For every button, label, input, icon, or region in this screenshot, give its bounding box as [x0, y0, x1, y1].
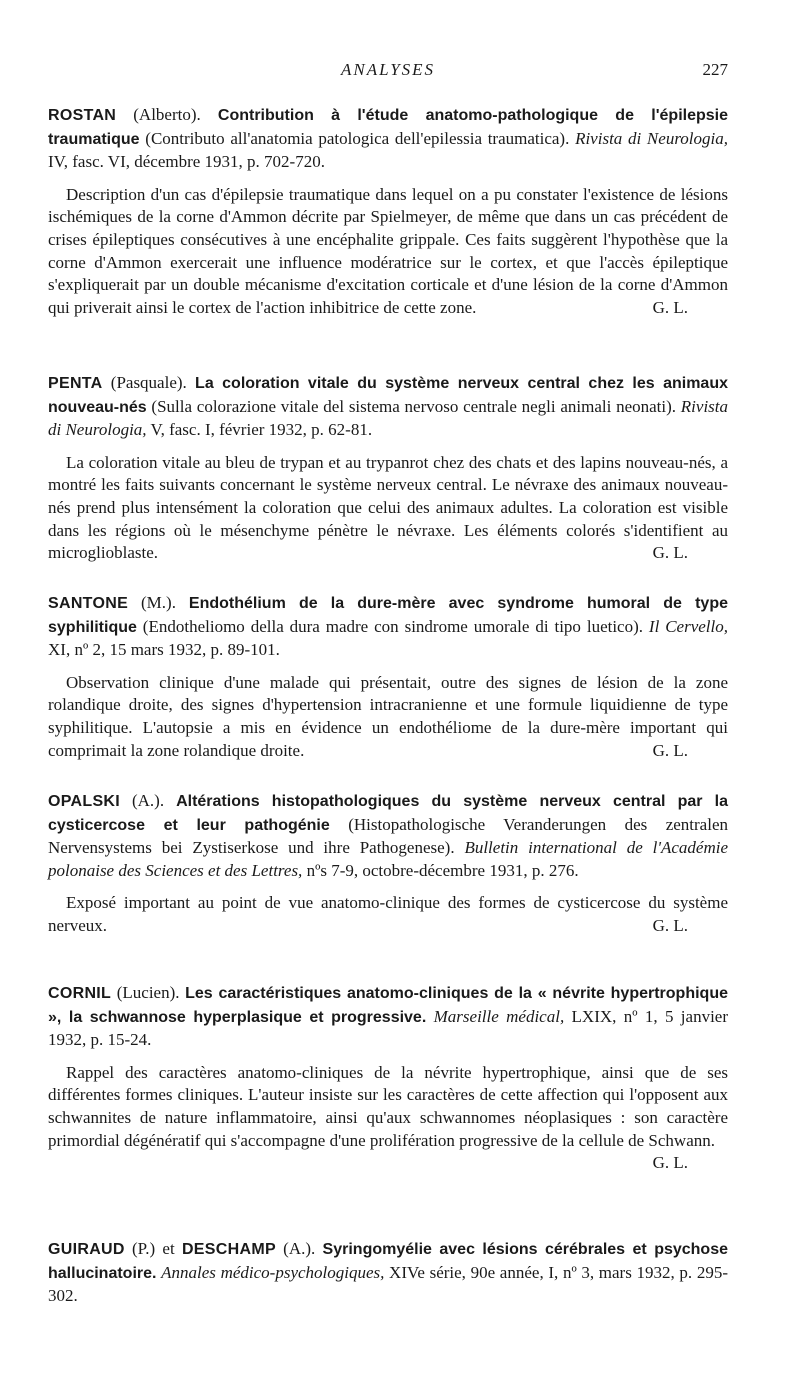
- second-author-name: DESCHAMP: [181, 1241, 276, 1258]
- abstract: [48, 184, 728, 320]
- article-title: Contribution à l'étude anatomo-pathologique de l'épilepsie traumatique: [48, 107, 728, 148]
- author-name: OPALSKI: [48, 793, 121, 810]
- citation: [48, 790, 728, 882]
- author-initials: (Lucien).: [111, 983, 180, 1002]
- original-title: (Histopathologische Veranderungen des zentralen Nervensystems bei Zystiserkose und ihre Pathogenese).: [48, 814, 729, 858]
- abstract-text: La coloration vitale au bleu de trypan et au trypanrot chez des chats et des lapins nouveau-nés, a montré les faits suivants concernant le système nerveux central. Le névraxe des animaux nouveau-nés prend plus intensément la coloration que celui des animaux adultes. La coloration est visible dans les régions où le mésenchyme pénètre le névraxe. Les éléments colorés s'identifient au microglioblaste.: [48, 452, 728, 563]
- entry-opalski: [48, 790, 728, 938]
- abstract: [48, 892, 728, 937]
- citation: [48, 1238, 728, 1308]
- running-title: ANALYSES: [340, 60, 436, 79]
- abstract-text: Observation clinique d'une malade qui présentait, outre des signes de lésion de la zone rolandique droite, des signes d'hypertension intracranienne et une formule liquidienne de type syphilitique. L'autopsie a mis en évidence un endothéliome de la dure-mère important qui comprimait la zone rolandique droite.: [48, 672, 728, 760]
- abstract-text: Exposé important au point de vue anatomo-clinique des formes de cysticercose du système nerveux.: [48, 893, 728, 935]
- author-initials: (A.).: [120, 791, 165, 810]
- publication-details: XIVe série, 90e année, I, nº 3, mars 1932, p. 295-302.: [48, 1262, 728, 1306]
- entry-cornil: [48, 982, 728, 1175]
- author-initials: (M.).: [128, 593, 176, 612]
- signature: G. L.: [652, 1153, 688, 1173]
- signature: G. L.: [652, 740, 688, 760]
- second-author-initials: (A.).: [275, 1239, 316, 1258]
- article-title: Syringomyélie avec lésions cérébrales et psychose hallucinatoire.: [48, 1241, 728, 1282]
- original-title: (Endotheliomo della dura madre con sindrome umorale di tipo luetico).: [136, 616, 644, 636]
- abstract: [48, 452, 728, 565]
- journal-name: Rivista di Neurologia,: [575, 128, 728, 148]
- publication-details: XI, nº 2, 15 mars 1932, p. 89-101.: [48, 640, 280, 660]
- article-title: Altérations histopathologiques du système nerveux central par la cysticercose et leur pathogénie: [48, 793, 729, 834]
- entry-rostan: [48, 104, 728, 319]
- journal-name: Bulletin international de l'Académie polonaise des Sciences et des Lettres,: [48, 838, 728, 880]
- abstract: [48, 672, 728, 762]
- author-initials: (P.) et: [124, 1239, 182, 1258]
- article-title: La coloration vitale du système nerveux central chez les animaux nouveau-nés: [48, 375, 729, 416]
- entry-santone: [48, 592, 728, 762]
- running-head: [48, 60, 728, 90]
- publication-details: V, fasc. I, février 1932, p. 62-81.: [146, 420, 373, 440]
- author-name: CORNIL: [48, 985, 112, 1002]
- author-name: GUIRAUD: [48, 1241, 125, 1258]
- abstract-text: Rappel des caractères anatomo-cliniques de la névrite hypertrophique, ainsi que de ses différentes formes cliniques. L'auteur insiste sur les caractères de cette affection qui l'opposent aux schwannites de nature inflammatoire, ainsi qu'aux schwannomes néoplasiques : son caractère primordial dégénératif qui s'accompagne d'une prolifération progressive de la cellule de Schwann.: [48, 1062, 728, 1150]
- citation: [48, 372, 728, 442]
- publication-details: nºs 7-9, octobre-décembre 1931, p. 276.: [302, 860, 579, 880]
- publication-details: LXIX, nº 1, 5 janvier 1932, p. 15-24.: [48, 1006, 728, 1050]
- entry-penta: [48, 372, 728, 565]
- publication-details: IV, fasc. VI, décembre 1931, p. 702-720.: [48, 152, 325, 172]
- author-name: ROSTAN: [48, 107, 117, 124]
- author-initials: (Alberto).: [116, 105, 201, 124]
- entry-guiraud: [48, 1238, 728, 1308]
- journal-name: Annales médico-psychologiques,: [161, 1262, 385, 1282]
- citation: [48, 104, 728, 174]
- author-name: SANTONE: [48, 595, 129, 612]
- citation: [48, 592, 728, 662]
- journal-name: Rivista di Neurologia,: [48, 396, 729, 440]
- article-title: Endothélium de la dure-mère avec syndrome humoral de type syphilitique: [48, 595, 728, 636]
- citation: [48, 982, 728, 1052]
- original-title: (Contributo all'anatomia patologica dell'epilessia traumatica).: [139, 128, 570, 148]
- journal-name: Marseille médical,: [433, 1006, 565, 1026]
- signature: G. L.: [652, 297, 688, 317]
- page-number: 227: [702, 60, 728, 79]
- original-title: (Sulla colorazione vitale del sistema nervoso centrale negli animali neonati).: [146, 396, 677, 416]
- article-title: Les caractéristiques anatomo-cliniques de la « névrite hypertrophique », la schwannose hyperplasique et progressive.: [48, 985, 728, 1026]
- abstract-text: Description d'un cas d'épilepsie traumatique dans lequel on a pu constater l'existence de lésions ischémiques de la corne d'Ammon décrite par Spielmeyer, de même que dans un cas précédent de crises épileptiques consécutives à une encéphalite grippale. Ces faits suggèrent l'hypothèse que la corne d'Ammon exercerait une influence modératrice sur le cortex, et que l'accès épileptique s'expliquerait par un double mécanisme d'excitation corticale et d'une lésion de la corne d'Ammon qui priverait ainsi le cortex de l'action inhibitrice de cette zone.: [48, 184, 728, 317]
- author-initials: (Pasquale).: [102, 373, 187, 392]
- signature: G. L.: [652, 543, 688, 563]
- journal-name: Il Cervello,: [648, 616, 728, 636]
- abstract: [48, 1062, 728, 1173]
- author-name: PENTA: [48, 375, 103, 392]
- signature: G. L.: [652, 915, 688, 935]
